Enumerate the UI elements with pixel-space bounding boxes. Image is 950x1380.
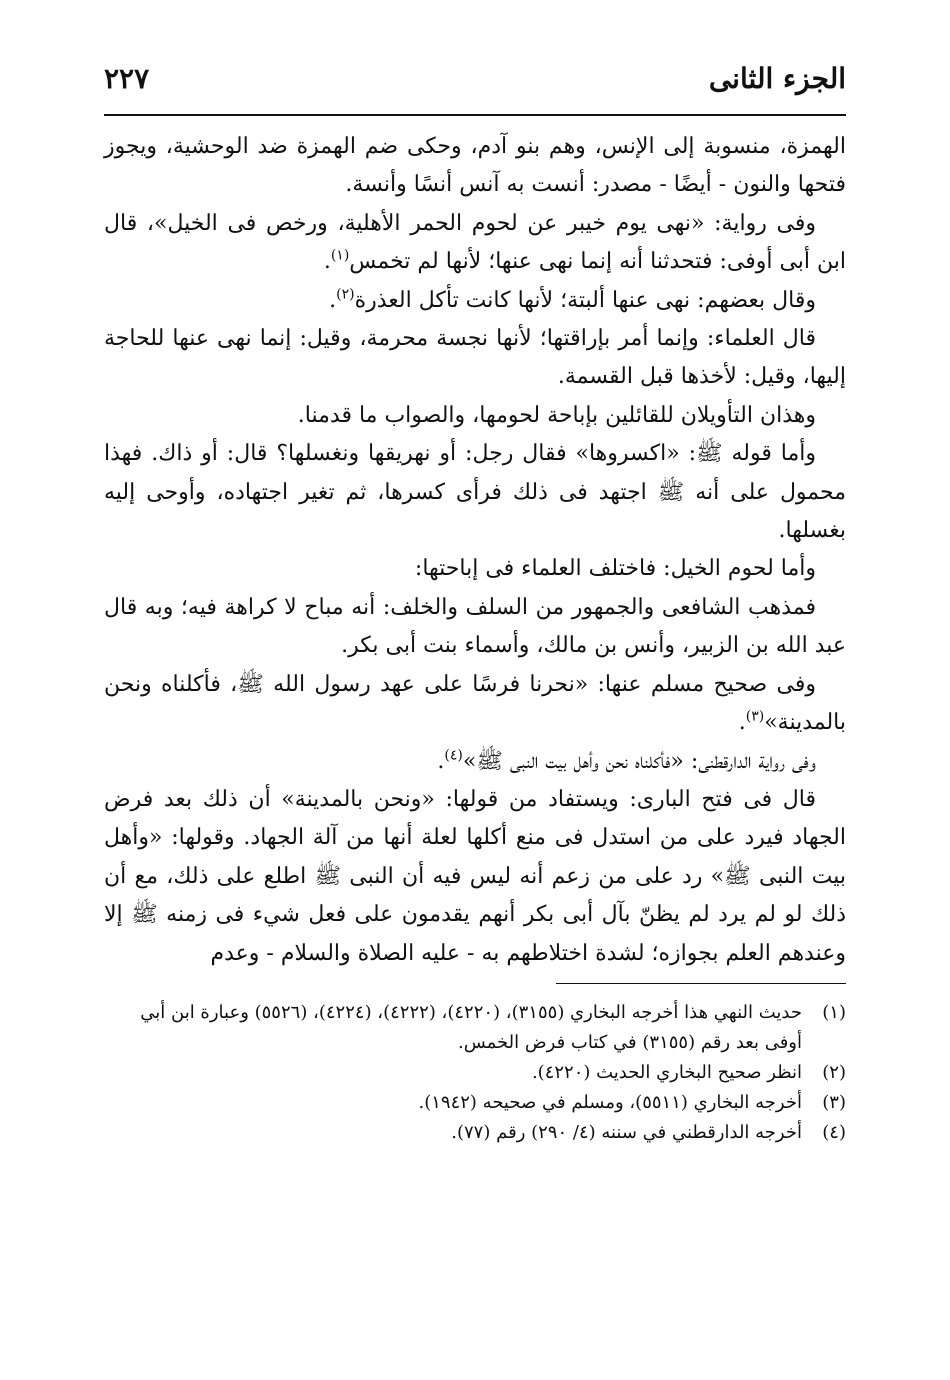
footnote-ref[interactable]: (٤) (444, 747, 463, 764)
paragraph: وفى صحيح مسلم عنها: «نحرنا فرسًا على عهد رسول الله ﷺ، فأكلناه ونحن بالمدينة»$^{(٣)}$. (104, 671, 846, 736)
footnotes (104, 998, 846, 1148)
paragraph: وقال بعضهم: نهى عنها ألبتة؛ لأنها كانت تأكل العذرة$^{(٢)}$. (329, 286, 816, 313)
footnote-ref[interactable]: (٣) (745, 708, 765, 725)
paragraph: وفى رواية الدارقطنى: «فأكلناه نحن وأهل بيت النبى ﷺ»$^{(٤)}$. (437, 747, 816, 774)
page-number: ٢٢٧ (104, 62, 150, 95)
footnote (104, 998, 846, 1058)
paragraph: فمذهب الشافعى والجمهور من السلف والخلف: أنه مباح لا كراهة فيه؛ وبه قال عبد الله بن الزبير، وأنس بن مالك، وأسماء بنت أبى بكر. (104, 594, 846, 659)
paragraph: قال العلماء: وإنما أمر بإراقتها؛ لأنها نجسة محرمة، وقيل: إنما نهى عنها للحاجة إليها، وقيل: لأخذها قبل القسمة. (104, 326, 846, 390)
main-text (104, 128, 846, 973)
header-rule (104, 114, 846, 116)
paragraph: وأما لحوم الخيل: فاختلف العلماء فى إباحتها: (414, 556, 816, 582)
footnote (104, 1088, 846, 1118)
footnote-number: (٣) (822, 1091, 846, 1113)
running-title: الجزء الثانى (708, 62, 846, 95)
footnote-text: أخرجه الدارقطني في سننه (٤/ ٢٩٠) رقم (٧٧). (451, 1121, 802, 1143)
footnote-ref[interactable]: (١) (330, 247, 350, 264)
footnote-text: انظر صحيح البخاري الحديث (٤٢٢٠). (531, 1061, 802, 1083)
footnote-text: حديث النهي هذا أخرجه البخاري (٣١٥٥)، (٤٢٢٠)، (٤٢٢٢)، (٤٢٢٤)، (٥٥٢٦) وعبارة ابن أبي أوفى بعد رقم (٣١٥٥) في كتاب فرض الخمس. (140, 1001, 802, 1053)
paragraph: قال فى فتح البارى: ويستفاد من قولها: «ونحن بالمدينة» أن ذلك بعد فرض الجهاد فيرد على من استدل فى منع أكلها لعلة أنها من آلة الجهاد. وقولها: «وأهل بيت النبى ﷺ» رد على من زعم أنه ليس فيه أن النبى ﷺ اطلع على ذلك، مع أن ذلك لو لم يرد لم يظنّ بآل أبى بكر أنهم يقدمون على فعل شيء فى زمنه ﷺ إلا وعندهم العلم بجوازه؛ لشدة اختلاطهم به - عليه الصلاة والسلام - وعدم (104, 786, 846, 966)
footnote (104, 1058, 846, 1088)
paragraph: وأما قوله ﷺ: «اكسروها» فقال رجل: أو نهريقها ونغسلها؟ قال: أو ذاك. فهذا محمول على أنه ﷺ اجتهد فى ذلك فرأى كسرها، ثم تغير اجتهاده، وأوحى إليه بغسلها. (104, 441, 846, 544)
paragraph: وهذان التأويلان للقائلين بإباحة لحومها، والصواب ما قدمنا. (297, 402, 816, 428)
footnote-number: (١) (822, 1001, 846, 1023)
footnote-text: أخرجه البخاري (٥٥١١)، ومسلم في صحيحه (١٩٤٢). (418, 1091, 802, 1113)
paragraph: الهمزة، منسوبة إلى الإنس، وهم بنو آدم، وحكى ضم الهمزة ضد الوحشية، ويجوز فتحها والنون - أيضًا - مصدر: أنست به آنس أنسًا وأنسة. (104, 134, 846, 198)
running-header (104, 62, 846, 114)
footnote-number: (٢) (822, 1061, 846, 1083)
footnote-separator (556, 983, 846, 984)
footnote-ref[interactable]: (٢) (336, 286, 355, 303)
footnote (104, 1118, 846, 1148)
paragraph: وفى رواية: «نهى يوم خيبر عن لحوم الحمر الأهلية، ورخص فى الخيل»، قال ابن أبى أوفى: فتحدثنا أنه إنما نهى عنها؛ لأنها لم تخمس$^{(١)}$. (104, 210, 846, 275)
footnote-number: (٤) (822, 1121, 846, 1143)
